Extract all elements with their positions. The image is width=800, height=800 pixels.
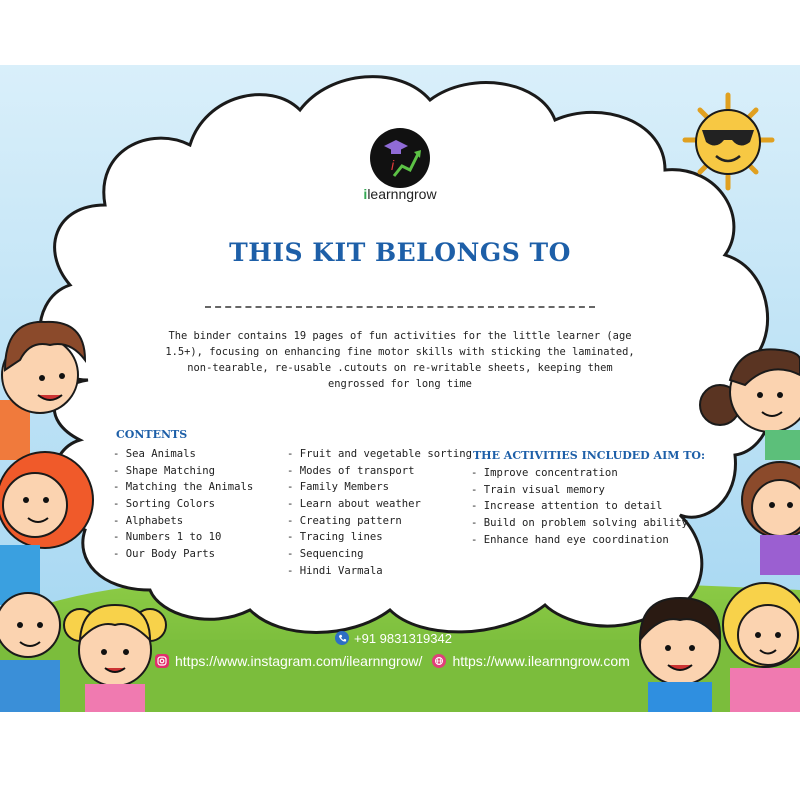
brand-logo — [370, 128, 430, 188]
description: The binder contains 19 pages of fun activities for the little learner (age 1.5+), focusing on enhancing fine motor skills with sticking the laminated, non-tearable, re-usable .cutouts on re-writable sheets, keeping them engrossed for long time — [165, 330, 635, 390]
list-item: - Family Members — [287, 481, 390, 494]
brand-name-rest: learnngrow — [367, 186, 437, 202]
website-link[interactable]: https://www.ilearnngrow.com — [452, 653, 630, 669]
instagram-link[interactable]: https://www.instagram.com/ilearnngrow/ — [175, 653, 423, 669]
phone-number[interactable]: +91 9831319342 — [354, 630, 452, 646]
phone-contact[interactable] — [335, 629, 452, 647]
contents-list-2 — [287, 446, 472, 580]
name-line[interactable] — [205, 306, 595, 308]
list-item: - Train visual memory — [471, 483, 605, 496]
list-item: - Increase attention to detail — [471, 500, 663, 513]
list-item: - Creating pattern — [287, 514, 402, 527]
list-item: - Shape Matching — [113, 464, 216, 477]
list-item: - Learn about weather — [287, 498, 421, 511]
phone-icon — [335, 631, 349, 645]
list-item: - Improve concentration — [471, 467, 618, 479]
list-item: - Sea Animals — [113, 448, 196, 460]
list-item: - Sorting Colors — [113, 498, 216, 511]
aims-list — [471, 465, 688, 548]
contents-list-1 — [113, 446, 253, 563]
list-item: - Fruit and vegetable sorting — [287, 448, 472, 460]
svg-text:i: i — [391, 157, 395, 173]
list-item: - Alphabets — [113, 514, 184, 527]
web-icon — [432, 654, 446, 668]
contents-heading: CONTENTS — [116, 428, 188, 441]
instagram-icon — [155, 654, 169, 668]
page-title: THIS KIT BELONGS TO — [229, 238, 571, 267]
list-item: - Sequencing — [287, 548, 364, 561]
list-item: - Hindi Varmala — [287, 564, 383, 577]
aims-heading: THE ACTIVITIES INCLUDED AIM TO: — [473, 449, 706, 462]
list-item: - Tracing lines — [287, 531, 383, 544]
brand-name-prefix: i — [363, 186, 368, 202]
list-item: - Enhance hand eye coordination — [471, 533, 669, 546]
list-item: - Modes of transport — [287, 464, 415, 477]
list-item: - Numbers 1 to 10 — [113, 531, 222, 544]
kid-blonde-girl — [723, 583, 800, 712]
list-item: - Build on problem solving ability — [471, 517, 688, 530]
list-item: - Matching the Animals — [113, 481, 254, 494]
social-links — [155, 652, 630, 670]
list-item: - Our Body Parts — [113, 548, 216, 561]
brand-name — [350, 186, 450, 202]
kid-black-hair — [640, 598, 720, 712]
